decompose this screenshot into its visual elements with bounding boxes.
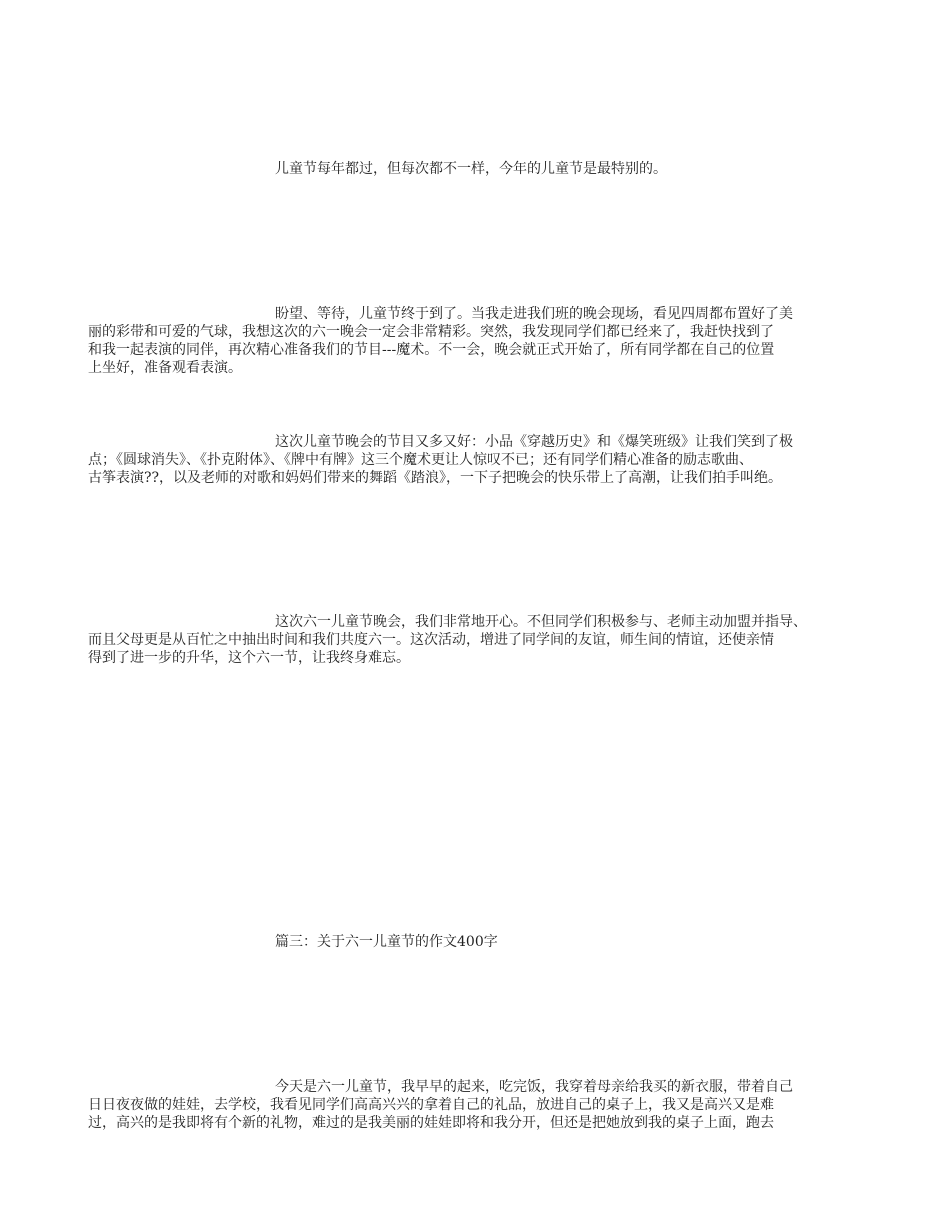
- text-line: 点；《圆球消失》、《扑克附体》、《牌中有牌》这三个魔术更让人惊叹不已；还有同学们精心准备的励志歌曲、: [88, 452, 753, 468]
- paragraph-conclusion: [88, 613, 864, 667]
- text-line: 日日夜夜做的娃娃，去学校，我看见同学们高高兴兴的拿着自己的礼品，放进自己的桌子上，我又是高兴又是难: [88, 1097, 774, 1113]
- paragraph-anticipation: [88, 305, 864, 377]
- text-line: 这次儿童节晚会的节目又多又好：小品《穿越历史》和《爆笑班级》让我们笑到了极: [275, 434, 793, 450]
- text-line: 盼望、等待，儿童节终于到了。当我走进我们班的晚会现场，看见四周都布置好了美: [275, 306, 793, 322]
- text-line: 过，高兴的是我即将有个新的礼物，难过的是我美丽的娃娃即将和我分开，但还是把她放到我的桌子上面，跑去: [88, 1115, 774, 1131]
- text-line: 丽的彩带和可爱的气球，我想这次的六一晚会一定会非常精彩。突然，我发现同学们都已经来了，我赶快找到了: [88, 324, 774, 340]
- paragraph-programs: [88, 433, 864, 487]
- text-line: 而且父母更是从百忙之中抽出时间和我们共度六一。这次活动，增进了同学间的友谊，师生间的情谊，还使亲情: [88, 632, 774, 648]
- text-line: 得到了进一步的升华，这个六一节，让我终身难忘。: [88, 650, 410, 666]
- section-heading: [88, 933, 864, 951]
- section-title: 篇三：关于六一儿童节的作文400字: [275, 934, 498, 950]
- text-line: 儿童节每年都过，但每次都不一样，今年的儿童节是最特别的。: [275, 161, 667, 177]
- text-line: 古筝表演??，以及老师的对歌和妈妈们带来的舞蹈《踏浪》，一下子把晚会的快乐带上了高潮，让我们拍手叫绝。: [88, 470, 783, 486]
- text-line: 上坐好，准备观看表演。: [88, 360, 242, 376]
- paragraph-intro: [88, 160, 864, 178]
- text-line: 这次六一儿童节晚会，我们非常地开心。不但同学们积极参与、老师主动加盟并指导、: [275, 614, 807, 630]
- text-line: 今天是六一儿童节，我早早的起来，吃完饭，我穿着母亲给我买的新衣服，带着自己: [275, 1079, 793, 1095]
- text-line: 和我一起表演的同伴，再次精心准备我们的节目---魔术。不一会，晚会就正式开始了，所有同学都在自己的位置: [88, 342, 775, 358]
- paragraph-story: [88, 1078, 864, 1132]
